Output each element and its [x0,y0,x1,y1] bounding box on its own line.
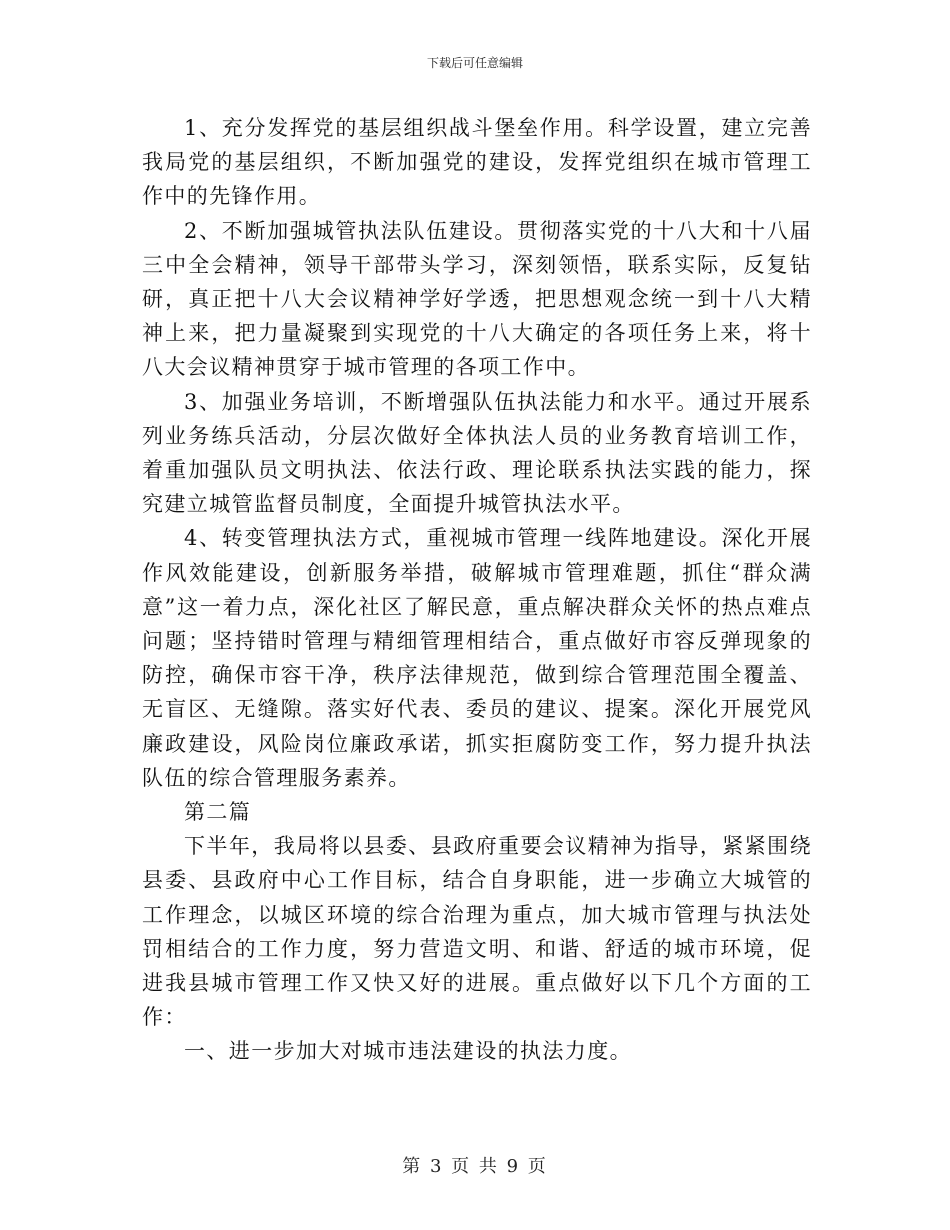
paragraph-6: 一、进一步加大对城市违法建设的执法力度。 [184,1039,632,1064]
paragraph-5: 下半年，我局将以县委、县政府重要会议精神为指导，紧紧围绕县委、县政府中心工作目标，结合自身职能，进一步确立大城管的工作理念，以城区环境的综合治理为重点，加大城市管理与执法处罚相结合的工作力度，努力营造文明、和谐、舒适的城市环境，促进我县城市管理工作又快又好的进展。重点做好以下几个方面的工作： [142,834,812,1030]
section-heading: 第二篇 [184,800,252,825]
page-number: 第 3 页 共 9 页 [402,1156,548,1177]
paragraph-3: 3、加强业务培训，不断增强队伍执法能力和水平。通过开展系列业务练兵活动，分层次做好全体执法人员的业务教育培训工作，着重加强队员文明执法、依法行政、理论联系执法实践的能力，探究建立城管监督员制度，全面提升城管执法水平。 [142,389,812,517]
paragraph-4: 4、转变管理执法方式，重视城市管理一线阵地建设。深化开展作风效能建设，创新服务举措，破解城市管理难题，抓住“群众满意”这一着力点，深化社区了解民意，重点解决群众关怀的热点难点问题；坚持错时管理与精细管理相结合，重点做好市容反弹现象的防控，确保市容干净，秩序法律规范，做到综合管理范围全覆盖、无盲区、无缝隙。落实好代表、委员的建议、提案。深化开展党风廉政建设，风险岗位廉政承诺，抓实拒腐防变工作，努力提升执法队伍的综合管理服务素养。 [142,526,812,790]
paragraph-1: 1、充分发挥党的基层组织战斗堡垒作用。科学设置，建立完善我局党的基层组织，不断加强党的建设，发挥党组织在城市管理工作中的先锋作用。 [142,116,812,209]
document-body [142,111,812,1069]
paragraph-2: 2、不断加强城管执法队伍建设。贯彻落实党的十八大和十八届三中全会精神，领导干部带头学习，深刻领悟，联系实际，反复钻研，真正把十八大会议精神学好学透，把思想观念统一到十八大精神上来，把力量凝聚到实现党的十八大确定的各项任务上来，将十八大会议精神贯穿于城市管理的各项工作中。 [142,218,812,380]
page-header-note: 下载后可任意编辑 [426,56,523,70]
